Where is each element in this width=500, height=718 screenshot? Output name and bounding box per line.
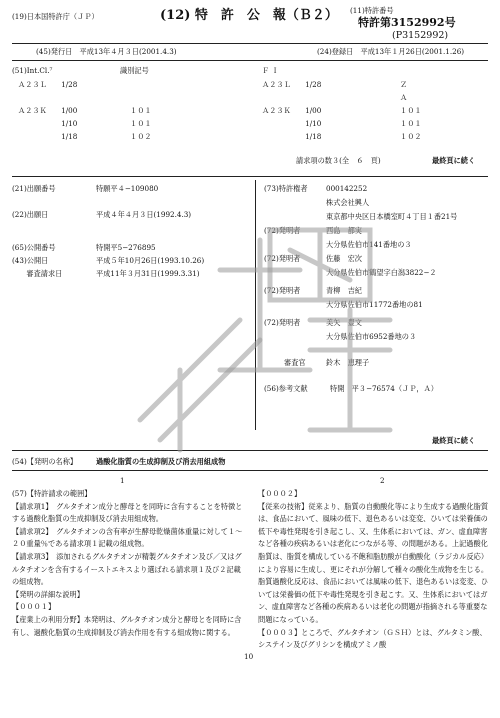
symbol-label: 識別記号 xyxy=(120,66,149,75)
publication-number-label: (65)公開番号 xyxy=(12,243,56,252)
intcl-code: Ａ２３Ｋ 1/00 xyxy=(18,106,78,115)
paragraph-number: 【０００１】 xyxy=(12,602,56,612)
fi-subcode: Ａ xyxy=(400,93,408,102)
patentee-label: (73)特許権者 xyxy=(264,184,308,193)
patent-number: 特許第3152992号 xyxy=(358,16,456,29)
inventor-label: (72)発明者 xyxy=(264,254,301,263)
detailed-description-heading: 【発明の詳細な説明】 xyxy=(12,589,84,599)
intcl-code: Ａ２３Ｌ 1/28 xyxy=(18,80,78,89)
prior-art: 【従来の技術】従来より、脂質の自動酸化等により生成する過酸化脂質は、食品において、風味の低下、退色あるいは変変、ひいては栄養価の低下や毒性発現を引き起こし、又、生体系においては、ガン、虚血障害など各種の疾病あるいは老化につながる等、の問題がある。上記過酸化脂質は、脂質を構成している不飽和脂肪酸が自動酸化（ラジカル反応）により容易に生成し、更にそれが分解して種々の酸化生成物を生じる。脂質過酸化反応は、食品においては風味の低下、退色あるいは変変、ひいては栄養価の低下や毒性発現を引き起こす。又、生体系においてはガン、虚血障害など各種の疾病あるいは老化の問題が指摘される等重要な問題になっている。 xyxy=(258,501,489,624)
intcl-codes xyxy=(18,80,77,145)
claims-count: 請求項の数３(全 ６ 頁) xyxy=(296,156,381,165)
references: 特開 平３−76574（ＪＰ，Ａ） xyxy=(330,384,438,393)
symbol-code: １０１ xyxy=(130,119,152,128)
intcl-code xyxy=(18,93,77,106)
fi-subcode: １０１ xyxy=(400,106,422,115)
examiner-label: 審査官 xyxy=(284,358,306,367)
inventor-address: 大分県佐伯市141番地の３ xyxy=(326,240,412,249)
inventor-address: 大分県佐伯市11772番地の81 xyxy=(326,300,423,309)
inventor-label: (72)発明者 xyxy=(264,286,301,295)
description-column xyxy=(258,488,491,652)
examiner-name: 鈴木 恵理子 xyxy=(326,358,370,367)
fi-code: 1/18 xyxy=(262,132,322,141)
intcl-code: 1/18 xyxy=(18,132,78,141)
filing-date: 平成４年４月３日(1992.4.3) xyxy=(96,210,192,219)
inventor-address: 大分県佐伯市鶴望字白潟3822−２ xyxy=(326,268,437,277)
exam-request-date: 平成11年３月31日(1999.3.31) xyxy=(96,269,200,278)
office-label: (19)日本国特許庁（ＪＰ） xyxy=(12,12,99,21)
claim-2: 【請求項2】 グルタチオンの含有率が生酵母乾燥菌体重量に対して１〜２０重量％である請求項１記載の組成物。 xyxy=(12,526,243,549)
symbol-code xyxy=(130,93,152,106)
paragraph-number: 【０００２】 xyxy=(258,489,302,498)
header-rule xyxy=(12,43,488,44)
inventor-address: 大分県佐伯市6952番地の３ xyxy=(326,332,417,341)
claim-3: 【請求項3】 添加されるグルタチオンが精製グルタチオン及び／又はグルタチオンを含有するイーストエキスより選ばれる請求項１及び２記載の組成物。 xyxy=(12,551,242,587)
glutathione-paragraph: 【０００３】ところで、グルタチオン（ＧＳＨ）とは、グルタミン酸、システイン及びグリシンを構成アミノ酸 xyxy=(258,627,487,650)
biblio-rule xyxy=(12,450,488,451)
inventor-name: 西島 都実 xyxy=(326,226,362,235)
fi-subcode: １０２ xyxy=(400,132,422,141)
fi-subcode: Ｚ xyxy=(400,80,408,89)
claims-heading: (57)【特許請求の範囲】 xyxy=(12,489,92,498)
fi-code: Ａ２３Ｌ 1/28 xyxy=(262,80,322,89)
inventor-name: 美矢 豊文 xyxy=(326,318,362,327)
claim-1: 【請求項1】 グルタチオン成分と酵母とを同時に含有することを特徴とする過酸化脂質の生成抑制及び消去用組成物。 xyxy=(12,501,243,524)
issue-date: (45)発行日 平成13年４月３日(2001.4.3) xyxy=(36,47,177,56)
publication-number: 特開平5−276895 xyxy=(96,243,156,252)
application-number-label: (21)出願番号 xyxy=(12,184,56,193)
title-label: (54)【発明の名称】 xyxy=(12,457,78,466)
fi-codes xyxy=(262,80,321,145)
symbol-code xyxy=(130,80,152,93)
publication-date-label: (43)公開日 xyxy=(12,256,49,265)
references-label: (56)参考文献 xyxy=(264,384,308,393)
classification-rule xyxy=(12,176,488,177)
exam-request-label: 審査請求日 xyxy=(12,269,63,278)
date-rule xyxy=(12,60,488,61)
field-of-invention: 【産業上の利用分野】本発明は、グルタチオン成分と酵母とを同時に含有し、過酸化脂質の生成抑制及び消去作用を有する組成物に関する。 xyxy=(12,614,242,637)
fi-label: Ｆ Ｉ xyxy=(262,66,279,75)
fi-code: Ａ２３Ｋ 1/00 xyxy=(262,106,322,115)
patent-number-label: (11)特許番号 xyxy=(350,6,394,15)
inventor-name: 佐藤 宏次 xyxy=(326,254,362,263)
intcl-code: 1/10 xyxy=(18,119,78,128)
inventor-label: (72)発明者 xyxy=(264,318,301,327)
patentee-address: 東京都中央区日本橋室町４丁目１番21号 xyxy=(326,212,458,221)
patentee-id: 000142252 xyxy=(326,184,368,193)
fi-subcodes xyxy=(400,80,422,145)
publication-type: (12) 特 許 公 報（Ｂ２） xyxy=(160,8,338,23)
title-rule xyxy=(12,470,488,471)
fi-subcode: １０１ xyxy=(400,119,422,128)
invention-title: 過酸化脂質の生成抑制及び消去用組成物 xyxy=(96,457,226,466)
biblio-divider xyxy=(255,180,256,430)
line-marker: 10 xyxy=(244,652,254,661)
claims-column xyxy=(12,488,245,639)
continued-note-2: 最終頁に続く xyxy=(432,436,476,445)
symbol-codes xyxy=(130,80,152,145)
patent-number-paren: (P3152992) xyxy=(392,30,449,41)
registration-date: (24)登録日 平成13年１月26日(2001.1.26) xyxy=(317,47,465,56)
page-number-left: 1 xyxy=(120,476,125,485)
publication-date: 平成５年10月26日(1993.10.26) xyxy=(96,256,205,265)
symbol-code: １０２ xyxy=(130,132,152,141)
inventor-name: 青柳 吉紀 xyxy=(326,286,362,295)
page-number-right: 2 xyxy=(380,476,385,485)
intcl-label: (51)Int.Cl.⁷ xyxy=(12,66,53,75)
filing-date-label: (22)出願日 xyxy=(12,210,49,219)
application-number: 特願平４−109080 xyxy=(96,184,159,193)
patentee-name: 株式会社興人 xyxy=(326,198,370,207)
inventor-label: (72)発明者 xyxy=(264,226,301,235)
fi-code xyxy=(262,93,321,106)
continued-note: 最終頁に続く xyxy=(432,156,476,165)
fi-code: 1/10 xyxy=(262,119,322,128)
symbol-code: １０１ xyxy=(130,106,152,115)
